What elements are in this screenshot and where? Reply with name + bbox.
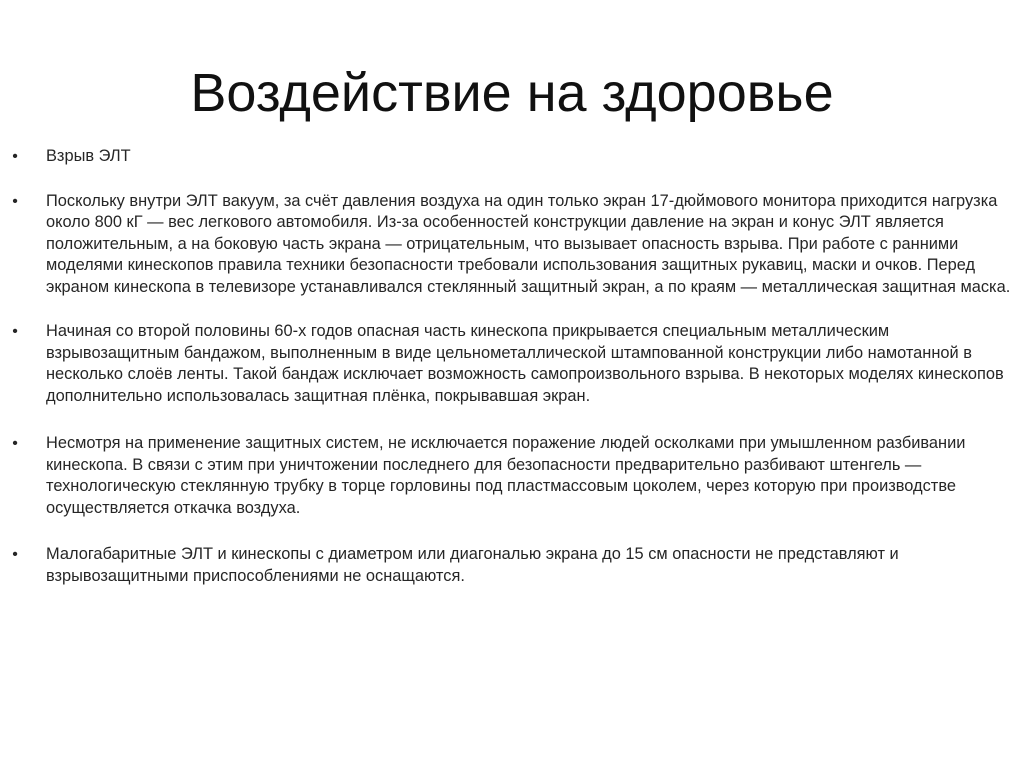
bullet-item-4 <box>12 433 1014 519</box>
bullet-dot-icon: • <box>12 148 18 165</box>
bullet-item-1 <box>12 146 1014 168</box>
bullet-dot-icon: • <box>12 323 18 340</box>
bullet-text: Начиная со второй половины 60-х годов опасная часть кинескопа прикрывается специальным металлическим взрывозащитным бандажом, выполненным в виде цельнометаллической штампованной конструкции либо намотанной в несколько слоёв ленты. Такой бандаж исключает возможность самопроизвольного взрыва. В некоторых моделях кинескопов дополнительно использовалась защитная плёнка, покрывавшая экран. <box>46 322 1004 405</box>
bullet-dot-icon: • <box>12 546 18 563</box>
bullet-text: Поскольку внутри ЭЛТ вакуум, за счёт давления воздуха на один только экран 17-дюймового монитора приходится нагрузка около 800 кГ — вес легкового автомобиля. Из-за особенностей конструкции давление на экран и конус ЭЛТ является положительным, а на боковую часть экрана — отрицательным, что вызывает опасность взрыва. При работе с ранними моделями кинескопов правила техники безопасности требовали использования защитных рукавиц, маски и очков. Перед экраном кинескопа в телевизоре устанавливался стеклянный защитный экран, а по краям — металлическая защитная маска. <box>46 191 1011 296</box>
bullet-list <box>12 146 1014 587</box>
bullet-item-3 <box>12 321 1014 407</box>
bullet-dot-icon: • <box>12 192 18 210</box>
bullet-text: Взрыв ЭЛТ <box>46 147 131 165</box>
slide-title: Воздействие на здоровье <box>190 63 834 123</box>
bullet-dot-icon: • <box>12 435 18 452</box>
bullet-item-2 <box>12 191 1014 299</box>
bullet-item-5 <box>12 544 1014 587</box>
bullet-text: Малогабаритные ЭЛТ и кинескопы с диаметром или диагональю экрана до 15 см опасности не представляют и взрывозащитными приспособлениями не оснащаются. <box>46 545 899 585</box>
bullet-text: Несмотря на применение защитных систем, не исключается поражение людей осколками при умышленном разбивании кинескопа. В связи с этим при уничтожении последнего для безопасности предварительно разбивают штенгель — технологическую стеклянную трубку в торце горловины под пластмассовым цоколем, через которую при производстве осуществляется откачка воздуха. <box>46 434 966 517</box>
